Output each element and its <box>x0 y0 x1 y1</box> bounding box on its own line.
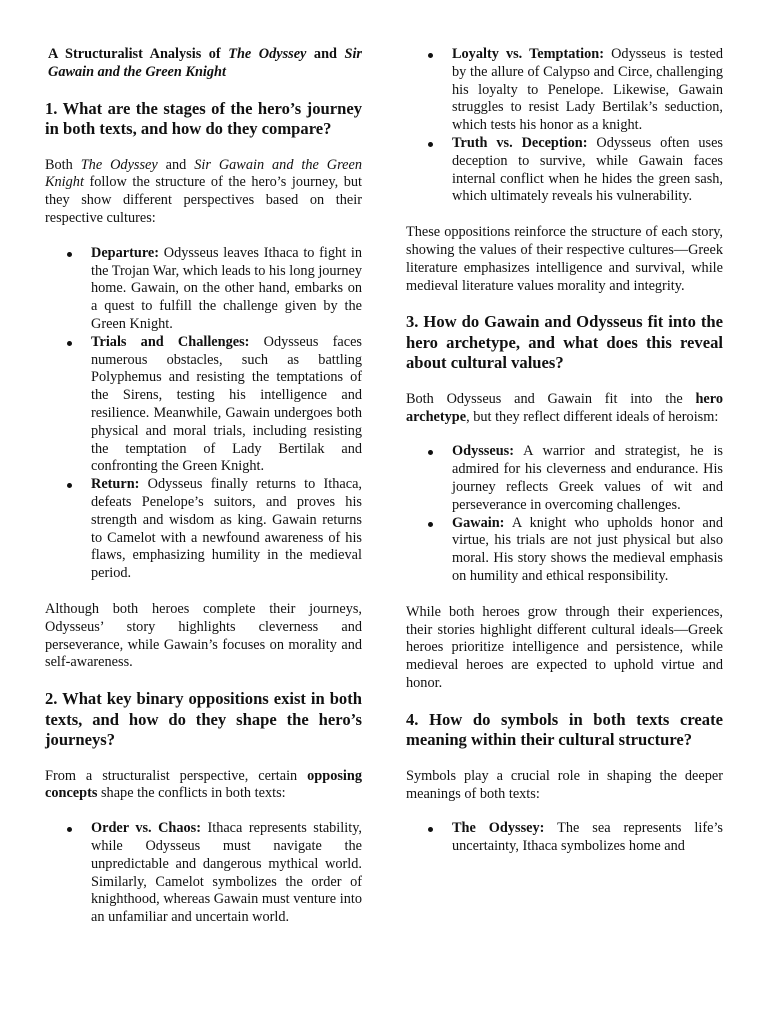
question-2-heading: 2. What key binary oppositions exist in both texts, and how do they shape the hero’s journeys? <box>45 689 362 750</box>
list-item-text: The sea represents life’s uncertainty, Ithaca symbolizes home and <box>452 820 723 855</box>
title-prefix: A Structuralist Analysis of <box>48 46 229 62</box>
question-2-intro <box>45 768 362 804</box>
list-item-term: Odysseus: <box>452 443 514 460</box>
intro-text: From a structuralist perspective, certain <box>45 767 308 784</box>
right-column <box>406 40 723 874</box>
list-item-text: A warrior and strategist, he is admired for his cleverness and endurance. His journey reflects Greek values of wit and perseverance in overcoming challenges. <box>452 443 723 513</box>
intro-text: Both Odysseus and Gawain fit into the <box>406 390 696 407</box>
list-item-term: The Odyssey: <box>452 820 545 837</box>
intro-text: follow the structure of the hero’s journey, but they show different perspectives based on their respective cultures: <box>45 174 362 226</box>
list-item-order-vs-chaos <box>91 820 362 927</box>
intro-text: Both <box>45 156 81 173</box>
list-item-term: Order vs. Chaos: <box>91 820 201 837</box>
symbols-list <box>406 820 723 856</box>
hero-journey-stages-list <box>45 245 362 583</box>
list-item-term: Return: <box>91 476 140 493</box>
question-1-heading: 1. What are the stages of the hero’s journey in both texts, and how do they compare? <box>45 98 362 139</box>
question-4-intro: Symbols play a crucial role in shaping the deeper meanings of both texts: <box>406 767 723 802</box>
list-item-trials <box>91 334 362 476</box>
binary-oppositions-list-part-1 <box>45 820 362 927</box>
list-item-the-odyssey <box>452 820 723 856</box>
list-item-text: A knight who upholds honor and virtue, his trials are not just physical but also moral. His story shows the medieval emphasis on humility and ethical responsibility. <box>452 514 723 585</box>
question-3-heading: 3. How do Gawain and Odysseus fit into the hero archetype, and what does this reveal about cultural values? <box>406 312 723 373</box>
intro-text: and <box>157 156 195 173</box>
list-item-term: Loyalty vs. Temptation: <box>452 46 605 62</box>
hero-archetype-list <box>406 443 723 585</box>
list-item-text: Odysseus finally returns to Ithaca, defeats Penelope’s suitors, and proves his strength and wisdom as king. Gawain returns to Camelot with a newfound awareness of his flaws, emphasizing humility in the medieval period. <box>91 476 362 582</box>
list-item-term: Truth vs. Deception: <box>452 134 588 151</box>
list-item-odysseus <box>452 443 723 514</box>
list-item-term: Trials and Challenges: <box>91 333 250 350</box>
question-1-conclusion: Although both heroes complete their journeys, Odysseus’ story highlights cleverness and perseverance, while Gawain’s focuses on morality and self-awareness. <box>45 600 362 671</box>
list-item-gawain <box>452 515 723 586</box>
question-4-heading: 4. How do symbols in both texts create meaning within their cultural structure? <box>406 709 723 750</box>
list-item-loyalty-vs-temptation <box>452 46 723 135</box>
intro-work-gawain: Sir Gawain and the Green Knight <box>45 156 362 191</box>
intro-bold-term: opposing concepts <box>45 767 362 802</box>
list-item-text: Odysseus is tested by the allure of Calypso and Circe, challenging his loyalty to Penelope. Likewise, Gawain struggles to resist Lady Bertilak’s seduction, which tests his honor as a knight. <box>452 46 723 134</box>
intro-text: , but they reflect different ideals of heroism: <box>466 408 719 425</box>
list-item-text: Odysseus leaves Ithaca to fight in the Trojan War, which leads to his long journey home. Gawain, on the other hand, embarks on a quest to fulfill the challenge given by the Green Knight. <box>91 244 362 332</box>
list-item-truth-vs-deception <box>452 135 723 206</box>
question-2-conclusion: These oppositions reinforce the structure of each story, showing the values of their respective cultures—Greek literature emphasizes intelligence and survival, while medieval literature values morality and integrity. <box>406 224 723 294</box>
intro-bold-term: hero archetype <box>406 390 723 425</box>
list-item-text: Ithaca represents stability, while Odysseus must navigate the unpredictable and dangerous mythical world. Similarly, Camelot symbolizes the order of knighthood, whereas Gawain must venture into an unfamiliar and uncertain world. <box>91 820 362 926</box>
intro-text: shape the conflicts in both texts: <box>97 785 286 802</box>
list-item-term: Gawain: <box>452 514 505 531</box>
question-3-intro <box>406 391 723 427</box>
title-work-odyssey: The Odyssey <box>228 46 307 62</box>
list-item-return <box>91 476 362 583</box>
list-item-term: Departure: <box>91 244 160 261</box>
question-3-conclusion: While both heroes grow through their experiences, their stories highlight different cultural ideals—Greek heroes prioritize intelligence and persistence, while medieval heroes are expected to uphold virtue and honor. <box>406 603 723 692</box>
left-column <box>45 40 362 945</box>
title-and: and <box>306 46 345 62</box>
intro-work-odyssey: The Odyssey <box>80 156 158 173</box>
binary-oppositions-list-part-2 <box>406 46 723 206</box>
list-item-text: Odysseus faces numerous obstacles, such as battling Polyphemus and resisting the temptations of the Sirens, testing his intelligence and resilience. Meanwhile, Gawain undergoes both physical and moral trials, including resisting the temptation of Lady Bertilak and confronting the Green Knight. <box>91 333 362 475</box>
list-item-departure <box>91 245 362 334</box>
list-item-text: Odysseus often uses deception to survive, while Gawain faces internal conflict when he hides the green sash, which ultimately reveals his vulnerability. <box>452 134 723 205</box>
document-title <box>48 46 362 82</box>
title-work-gawain: Sir Gawain and the Green Knight <box>48 46 362 80</box>
question-1-intro <box>45 157 362 228</box>
